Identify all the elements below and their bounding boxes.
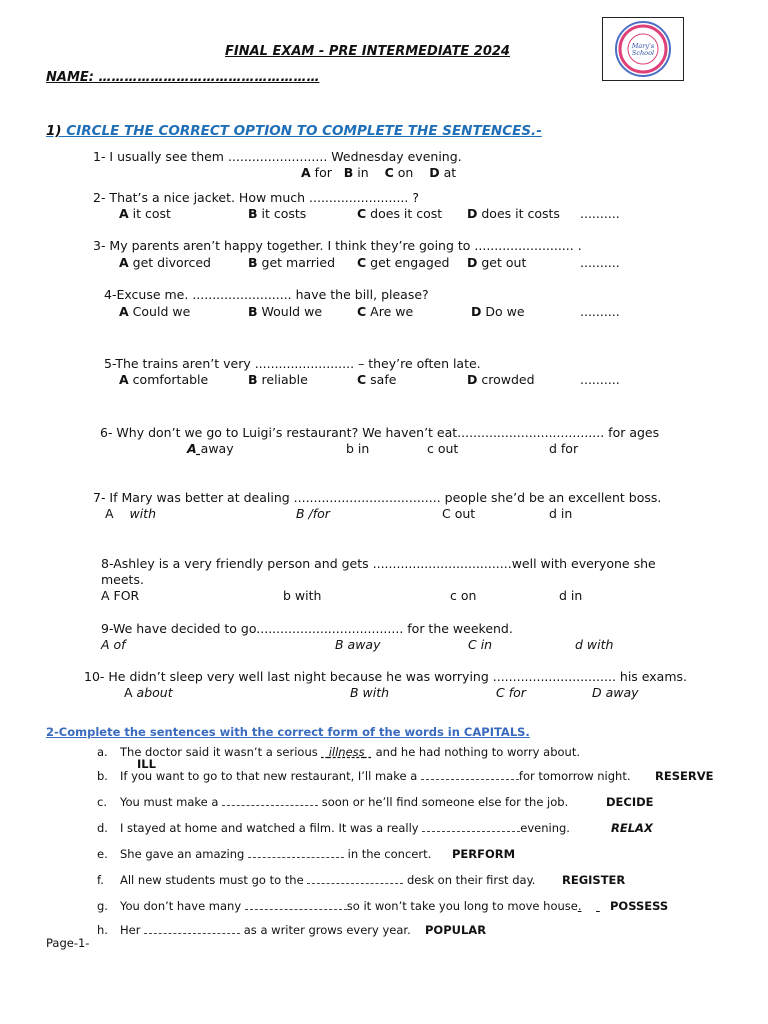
s2-item-e-letter: e. (97, 847, 108, 861)
section1-title: CIRCLE THE CORRECT OPTION TO COMPLETE THE SENTENCES.- (66, 123, 542, 139)
s2-item-d-sentence: I stayed at home and watched a film. It was a really evening. (120, 821, 570, 835)
q5-answer-dots: .......... (580, 372, 620, 387)
s2-item-e-sentence: She gave an amazing in the concert. (120, 847, 432, 861)
q3-text: 3- My parents aren’t happy together. I think they’re going to ......................... . (93, 238, 582, 253)
q4-option-b[interactable]: B Would we (248, 304, 323, 319)
q7-text: 7- If Mary was better at dealing ..................................... people she’d be an excellent boss. (93, 490, 662, 505)
q1-options (301, 165, 456, 180)
q10-text: 10- He didn’t sleep very well last night because he was worrying ............................... his exams. (84, 669, 687, 684)
q9-option-c[interactable]: C in (468, 637, 493, 652)
q8-text-line2: meets. (101, 572, 144, 587)
s2-item-f-letter: f. (97, 873, 104, 887)
name-field[interactable]: NAME: …………………………………………… (46, 70, 320, 85)
q9-option-b[interactable]: B away (335, 637, 381, 652)
q2-option-c[interactable]: C does it cost (357, 206, 443, 221)
q1-option-a[interactable]: A for (301, 165, 332, 180)
s2-item-d-blank[interactable] (422, 821, 520, 832)
q10-option-b[interactable]: B with (350, 685, 390, 700)
s2-item-a-answer[interactable]: illness (328, 745, 365, 759)
section1-number: 1) (46, 123, 62, 139)
school-logo-box (602, 17, 684, 81)
q6-option-a[interactable]: A away (187, 441, 234, 456)
q7-option-d[interactable]: d in (549, 506, 573, 521)
q7-option-a[interactable]: A with (105, 506, 156, 521)
svg-text:School: School (631, 49, 655, 57)
s2-item-f-word: REGISTER (562, 873, 626, 887)
q9-option-d[interactable]: d with (575, 637, 614, 652)
q5-text: 5-The trains aren’t very ......................... – they’re often late. (104, 356, 481, 371)
s2-item-c-blank[interactable] (222, 795, 318, 806)
s2-item-d-word: RELAX (611, 821, 653, 835)
q3-option-d[interactable]: D get out (467, 255, 527, 270)
q8-option-c[interactable]: c on (450, 588, 477, 603)
s2-item-b-blank[interactable] (421, 769, 519, 780)
exam-title: FINAL EXAM - PRE INTERMEDIATE 2024 (225, 44, 510, 59)
q2-text: 2- That’s a nice jacket. How much ......................... ? (93, 190, 419, 205)
q3-answer-dots: .......... (580, 255, 620, 270)
q4-option-c[interactable]: C Are we (357, 304, 414, 319)
q3-option-c[interactable]: C get engaged (357, 255, 450, 270)
q5-option-a[interactable]: A comfortable (119, 372, 209, 387)
q1-text: 1- I usually see them ......................... Wednesday evening. (93, 149, 462, 164)
s2-item-b-sentence: If you want to go to that new restaurant, I’ll make a for tomorrow night. (120, 769, 631, 783)
section1-heading (46, 123, 542, 139)
s2-item-b-letter: b. (97, 769, 108, 783)
q4-option-d[interactable]: D Do we (471, 304, 525, 319)
s2-item-e-blank[interactable] (248, 847, 344, 858)
q5-option-c[interactable]: C safe (357, 372, 397, 387)
q8-option-a[interactable]: A FOR (101, 588, 140, 603)
school-logo-seal (603, 18, 683, 80)
s2-item-b-word: RESERVE (655, 769, 714, 783)
q1-option-b[interactable]: B in (343, 165, 369, 180)
s2-item-h-sentence: Her as a writer grows every year. (120, 923, 411, 937)
s2-item-g-blank[interactable] (245, 899, 347, 910)
s2-item-e-word: PERFORM (452, 847, 516, 861)
s2-item-f-sentence: All new students must go to the desk on their first day. (120, 873, 536, 887)
s2-item-a-sentence: The doctor said it wasn’t a serious illness and he had nothing to worry about. (120, 745, 580, 759)
q9-text: 9-We have decided to go..................................... for the weekend. (101, 621, 513, 636)
q6-option-d[interactable]: d for (549, 441, 579, 456)
s2-item-c-letter: c. (97, 795, 107, 809)
s2-item-c-word: DECIDE (606, 795, 654, 809)
s2-item-c-sentence: You must make a soon or he’ll find someone else for the job. (120, 795, 569, 809)
q1-option-d[interactable]: D at (429, 165, 457, 180)
q3-option-b[interactable]: B get married (248, 255, 336, 270)
q10-option-c[interactable]: C for (496, 685, 526, 700)
q5-option-d[interactable]: D crowded (467, 372, 535, 387)
q2-option-b[interactable]: B it costs (248, 206, 307, 221)
s2-item-h-letter: h. (97, 923, 108, 937)
q1-option-c[interactable]: C on (384, 165, 414, 180)
page-number: Page-1- (46, 936, 90, 950)
q8-option-d[interactable]: d in (559, 588, 583, 603)
s2-item-h-word: POPULAR (425, 923, 487, 937)
q2-option-a[interactable]: A it cost (119, 206, 171, 221)
q4-option-a[interactable]: A Could we (119, 304, 191, 319)
s2-item-g-letter: g. (97, 899, 108, 913)
q8-option-b[interactable]: b with (283, 588, 322, 603)
svg-text:Mary's: Mary's (631, 42, 655, 50)
s2-item-a-word: ILL (137, 757, 156, 771)
q4-answer-dots: .......... (580, 304, 620, 319)
q10-option-a[interactable]: A about (124, 685, 173, 700)
s2-item-g-sentence: You don’t have many so it won’t take you long to move house. (120, 899, 582, 913)
q6-text: 6- Why don’t we go to Luigi’s restaurant? We haven’t eat..................................... for ages (100, 425, 660, 440)
q8-text-line1: 8-Ashley is a very friendly person and gets ...................................well with everyone she (101, 556, 656, 571)
q3-option-a[interactable]: A get divorced (119, 255, 211, 270)
q7-option-c[interactable]: C out (442, 506, 476, 521)
q10-option-d[interactable]: D away (592, 685, 639, 700)
q9-option-a[interactable]: A of (101, 637, 126, 652)
s2-item-f-blank[interactable] (307, 873, 403, 884)
q6-option-b[interactable]: b in (346, 441, 370, 456)
q2-answer-dots: .......... (580, 206, 620, 221)
s2-item-d-letter: d. (97, 821, 108, 835)
s2-item-h-blank[interactable] (144, 923, 240, 934)
q6-option-c[interactable]: c out (427, 441, 459, 456)
s2-item-g-word: POSSESS (610, 899, 669, 913)
section2-heading: 2-Complete the sentences with the correct form of the words in CAPITALS. (46, 725, 530, 739)
q2-option-d[interactable]: D does it costs (467, 206, 560, 221)
s2-item-a-letter: a. (97, 745, 108, 759)
q4-text: 4-Excuse me. ......................... have the bill, please? (104, 287, 429, 302)
q5-option-b[interactable]: B reliable (248, 372, 308, 387)
q7-option-b[interactable]: B /for (296, 506, 330, 521)
